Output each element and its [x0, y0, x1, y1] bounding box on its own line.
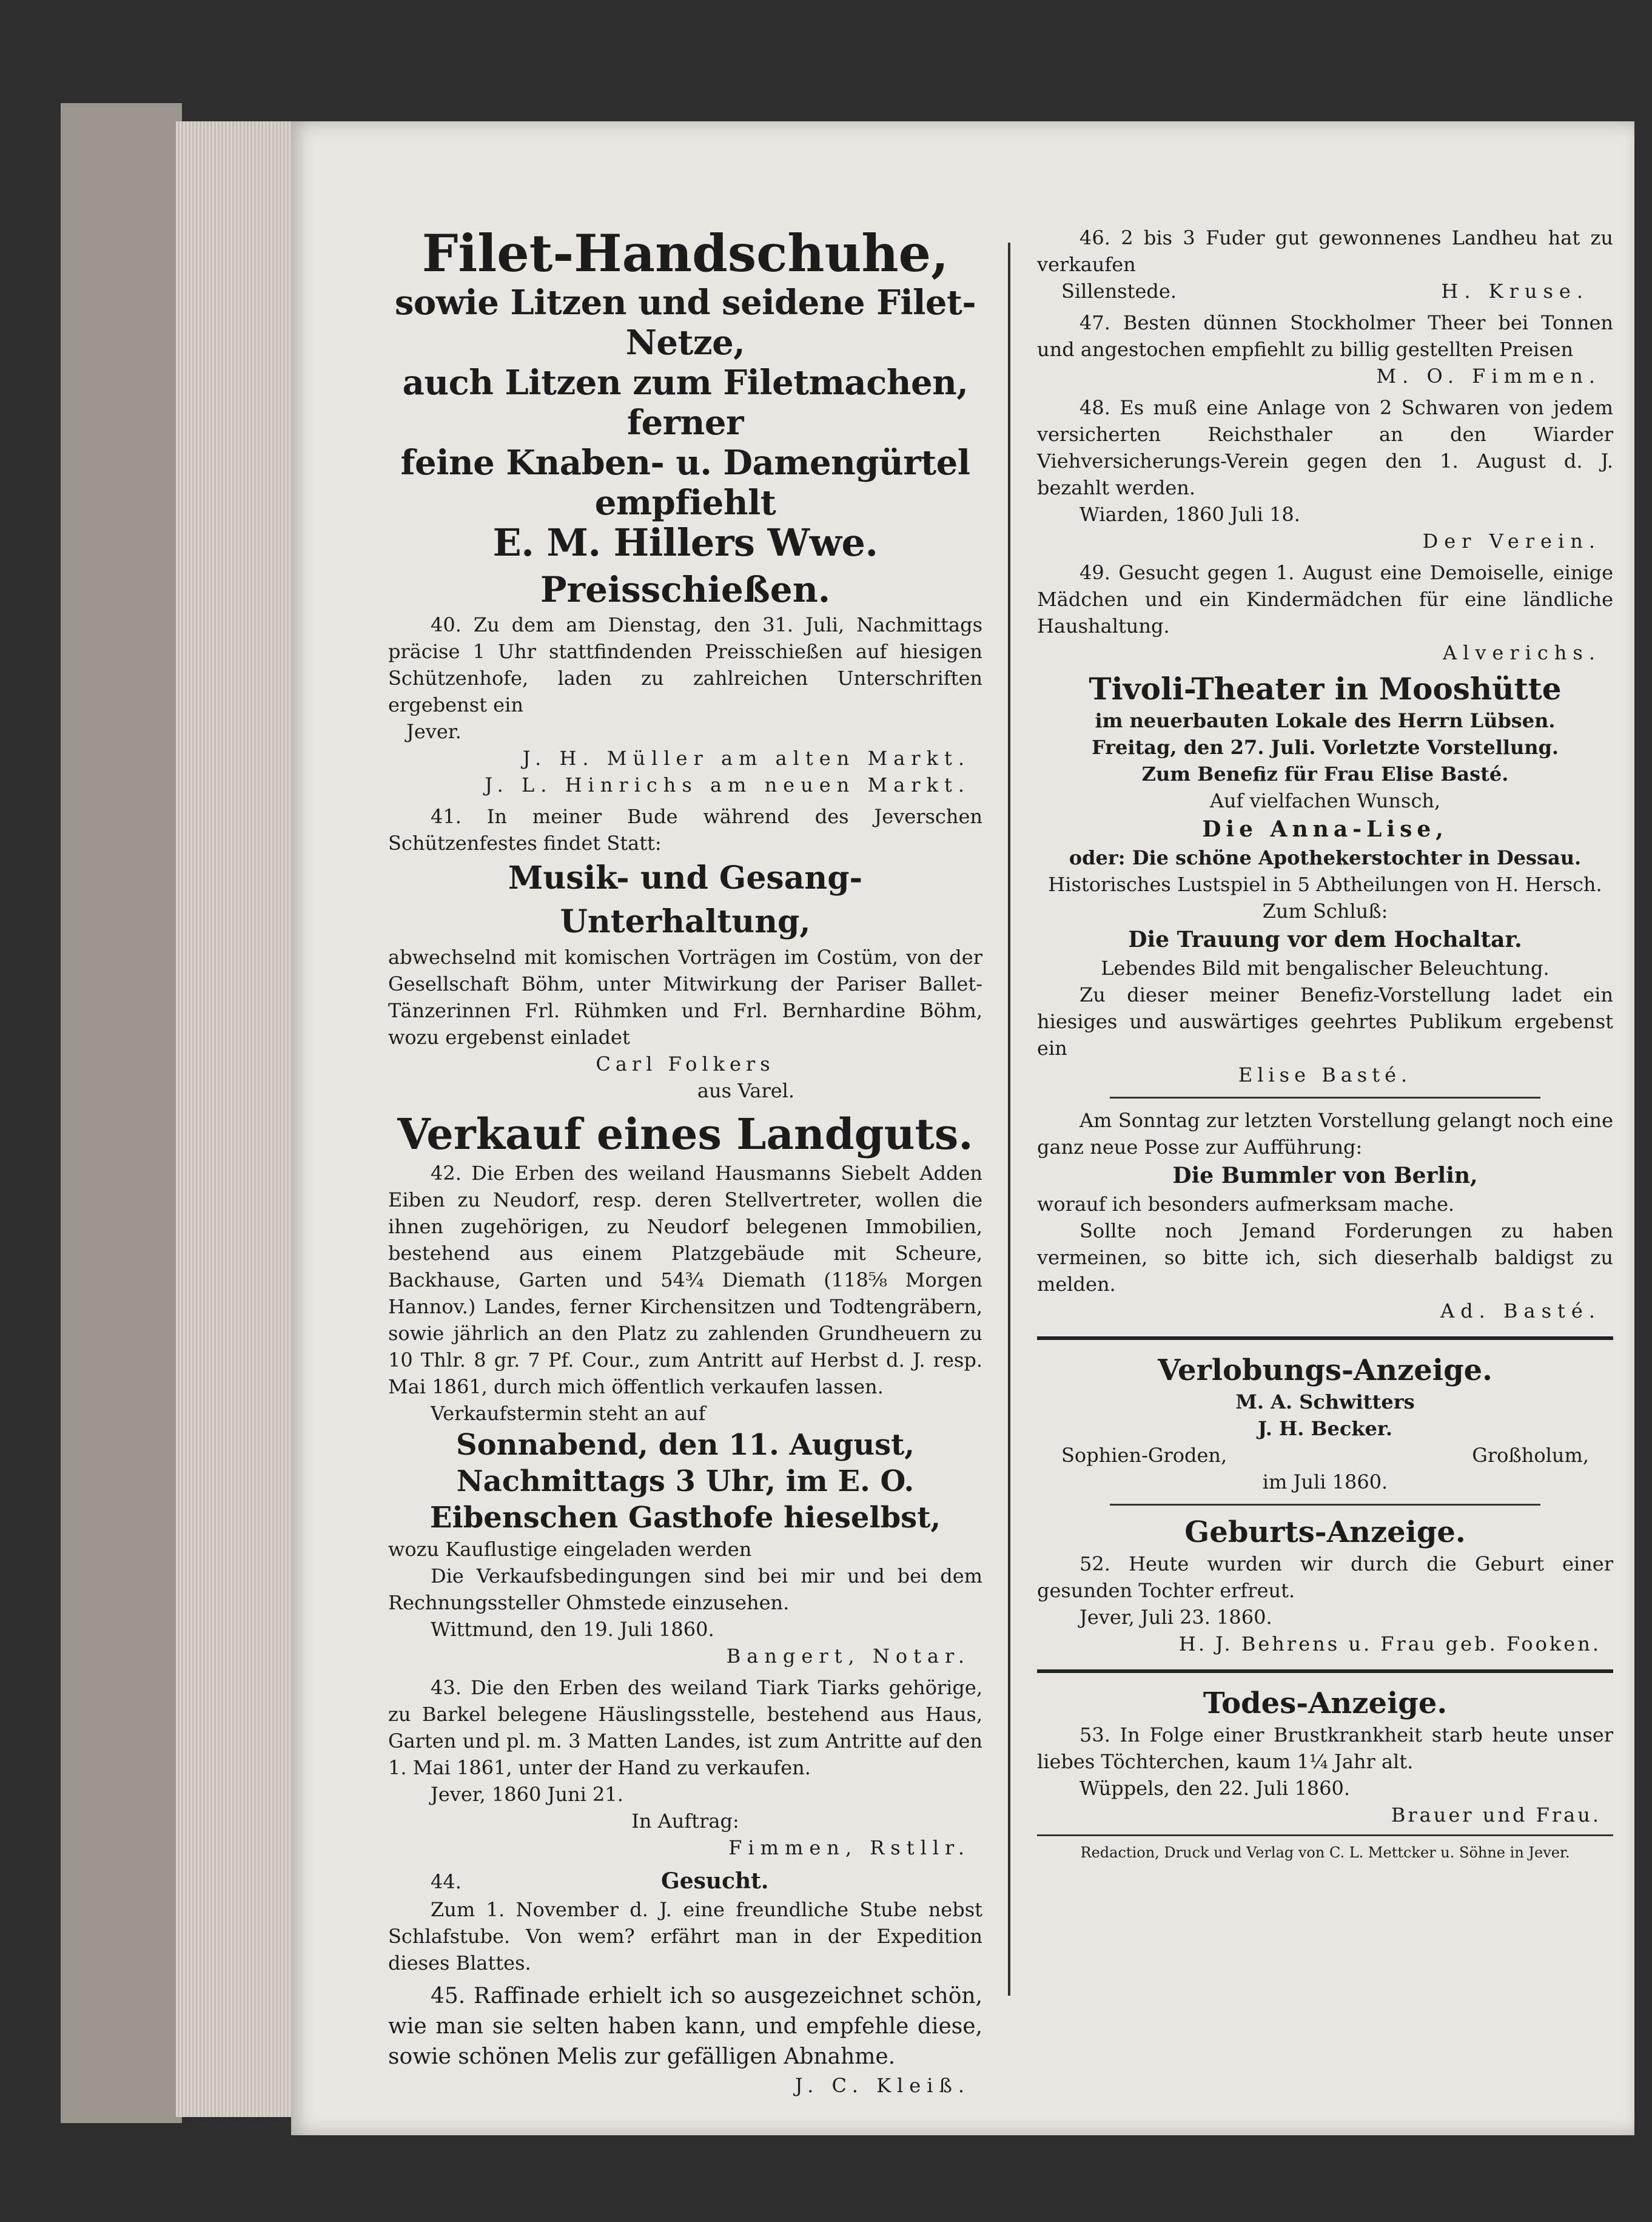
big-line: Sonnabend, den 11. August, [456, 1428, 915, 1462]
body-text: 52. Heute wurden wir durch die Geburt einer gesunden Tochter erfreut. [1037, 1552, 1613, 1602]
signature: Carl Folkers [596, 1052, 775, 1076]
ad-theer [1037, 309, 1613, 389]
ad-demoiselle [1037, 559, 1613, 666]
body-text: 41. In meiner Bude während des Jeverschen Schützenfestes findet Statt: [388, 805, 982, 855]
body-text: 45. Raffinade erhielt ich so ausgezeichnet schön, wie man sie selten haben kann, und empfehle diese, sowie schönen Melis zur gefälligen Abnahme. [388, 1984, 982, 2069]
divider [1037, 1669, 1613, 1673]
signature-place: aus Varel. [697, 1079, 795, 1102]
heading: Gesucht. [661, 1868, 769, 1894]
play-title: Die Trauung vor dem Hochaltar. [1128, 927, 1522, 952]
ad-landheu [1037, 224, 1613, 305]
signature: J. H. Müller am alten Markt. [522, 747, 970, 770]
ad-tivoli [1037, 671, 1613, 1324]
date: Wittmund, den 19. Juli 1860. [431, 1618, 714, 1641]
signature: J. C. Kleiß. [794, 2074, 970, 2097]
line: Freitag, den 27. Juli. Vorletzte Vorstellung. [1091, 736, 1559, 759]
body-text: 43. Die den Erben des weiland Tiark Tiarks gehörige, zu Barkel belegene Häuslingsstelle, bestehend aus Haus, Garten und pl. m. 3 Matten Landes, ist zum Antritte auf den 1. Mai 1861, unter der Hand zu verkaufen. [388, 1676, 982, 1779]
auftrag: In Auftrag: [631, 1810, 739, 1833]
line: Zum Schluß: [1262, 900, 1388, 923]
signature: Brauer und Frau. [1391, 1803, 1601, 1826]
play-subtitle: oder: Die schöne Apothekerstochter in Dessau. [1069, 846, 1582, 869]
ad-firm: E. M. Hillers Wwe. [492, 520, 878, 565]
signature: Der Verein. [1422, 530, 1601, 553]
ad-number: 44. [431, 1870, 462, 1893]
ad-musik [388, 803, 982, 1104]
ad-title: Filet-Handschuhe, [421, 223, 949, 283]
line: Auf vielfachen Wunsch, [1209, 789, 1441, 812]
body-text: Am Sonntag zur letzten Vorstellung gelangt noch eine ganz neue Posse zur Aufführung: [1037, 1109, 1613, 1159]
date: Wüppels, den 22. Juli 1860. [1080, 1777, 1351, 1800]
ad-geburt [1037, 1514, 1613, 1657]
signature: Ad. Basté. [1440, 1299, 1601, 1322]
left-column [388, 224, 982, 2104]
body-text: Sollte noch Jemand Forderungen zu haben vermeinen, so bitte ich, sich dieserhalb baldigst zu melden. [1037, 1219, 1613, 1296]
body-text: 40. Zu dem am Dienstag, den 31. Juli, Nachmittags präcise 1 Uhr stattfindenden Preisschießen auf hiesigen Schützenhofe, laden zu zahlreichen Unterschriften ergebenst ein [388, 613, 982, 716]
divider [1037, 1834, 1613, 1836]
ad-line: feine Knaben- u. Damengürtel empfiehlt [400, 443, 970, 523]
heading: Verkauf eines Landguts. [397, 1109, 973, 1159]
date: Jever, Juli 23. 1860. [1080, 1606, 1272, 1629]
date: Jever, 1860 Juni 21. [431, 1783, 623, 1806]
signature: M. O. Fimmen. [1376, 365, 1601, 388]
place: Jever. [406, 720, 462, 743]
divider [1037, 1336, 1613, 1340]
ad-verlobung [1037, 1352, 1613, 1495]
places-row [1037, 1442, 1613, 1469]
book-cover-edge [61, 103, 182, 2123]
right-column [1037, 224, 1613, 1863]
play-description: Historisches Lustspiel in 5 Abtheilungen von H. Hersch. [1048, 873, 1602, 896]
signature: Bangert, Notar. [726, 1645, 970, 1668]
ad-verkauf [388, 1109, 982, 1669]
heading: Musik- und Gesang-Unterhaltung, [508, 860, 863, 940]
body-text: 49. Gesucht gegen 1. August eine Demoiselle, einige Mädchen und ein Kindermädchen für eine ländliche Haushaltung. [1037, 561, 1613, 638]
line: Lebendes Bild mit bengalischer Beleuchtung. [1101, 957, 1550, 980]
body-text: 48. Es muß eine Anlage von 2 Schwaren von jedem versicherten Reichsthaler an den Wiarder Viehversicherungs-Verein gegen den 1. August d. J. bezahlt werden. [1037, 396, 1613, 499]
ad-anlage [1037, 394, 1613, 554]
date: Wiarden, 1860 Juli 18. [1080, 503, 1300, 526]
ad-tod [1037, 1685, 1613, 1828]
body-text: 53. In Folge einer Brustkrankheit starb heute unser liebes Töchterchen, kaum 1¼ Jahr alt. [1037, 1723, 1613, 1773]
ad-raffinade [388, 1981, 982, 2099]
signature: J. L. Hinrichs am neuen Markt. [485, 773, 970, 796]
name: M. A. Schwitters [1235, 1390, 1415, 1413]
subheading: im neuerbauten Lokale des Herrn Lübsen. [1095, 709, 1556, 732]
signature: H. J. Behrens u. Frau geb. Fooken. [1178, 1632, 1601, 1655]
place: Sophien-Groden, [1061, 1444, 1227, 1467]
body-text: Zum 1. November d. J. eine freundliche Stube nebst Schlafstube. Von wem? erfährt man in der Expedition dieses Blattes. [388, 1898, 982, 1975]
name: J. H. Becker. [1258, 1417, 1392, 1440]
place-signature-row [1037, 278, 1613, 305]
body-text: 46. 2 bis 3 Fuder gut gewonnenes Landheu hat zu verkaufen [1037, 226, 1613, 276]
big-line: Nachmittags 3 Uhr, im E. O. [456, 1464, 915, 1498]
body-text: wozu Kauflustige eingeladen werden [388, 1538, 752, 1561]
heading: Geburts-Anzeige. [1184, 1515, 1466, 1549]
heading: Verlobungs-Anzeige. [1158, 1353, 1493, 1387]
play-title: Die Bummler von Berlin, [1172, 1163, 1478, 1188]
ad-tiarks [388, 1674, 982, 1861]
date: im Juli 1860. [1262, 1470, 1388, 1493]
ad-filet-handschuhe [388, 224, 982, 563]
ad-preisschiessen [388, 568, 982, 798]
column-divider [1008, 243, 1010, 1996]
heading: Preisschießen. [540, 569, 831, 610]
ad-line: sowie Litzen und seidene Filet-Netze, [394, 283, 976, 363]
book-page-edges [176, 121, 297, 2117]
body-text: 42. Die Erben des weiland Hausmanns Siebelt Adden Eiben zu Neudorf, resp. deren Stellvertreter, wollen die ihnen zugehörigen, zu Neudorf belegenen Immobilien, bestehend aus einem Platzgebäude mit Scheure, Backhause, Garten und 54¾ Diemath (118⅝ Morgen Hannov.) Landes, ferner Kirchensitzen und Todtengräbern, sowie jährlich an den Platz zu zahlenden Grundheuern zu 10 Thlr. 8 gr. 7 Pf. Cour., zum Antritt auf Herbst d. J. resp. Mai 1861, durch mich öffentlich verkaufen lassen. [388, 1162, 982, 1398]
body-text: abwechselnd mit komischen Vorträgen im Costüm, von der Gesellschaft Böhm, unter Mitwirkung der Pariser Ballet-Tänzerinnen Frl. Rühmken und Frl. Bernhardine Böhm, wozu ergebenst einladet [388, 946, 982, 1049]
signature: Elise Basté. [1238, 1063, 1412, 1086]
body-text: Die Verkaufsbedingungen sind bei mir und bei dem Rechnungssteller Ohmstede einzusehen. [388, 1564, 982, 1614]
heading: Todes-Anzeige. [1203, 1686, 1448, 1720]
body-text: worauf ich besonders aufmerksam mache. [1037, 1193, 1455, 1216]
body-text: Zu dieser meiner Benefiz-Vorstellung ladet ein hiesiges und auswärtiges geehrtes Publikum ergebenst ein [1037, 983, 1613, 1060]
divider [1110, 1504, 1540, 1506]
big-line: Eibenschen Gasthofe hieselbst, [429, 1501, 941, 1535]
ad-gesucht [388, 1866, 982, 1976]
imprint-footer: Redaction, Druck und Verlag von C. L. Mettcker u. Söhne in Jever. [1080, 1844, 1570, 1861]
body-text: Verkaufstermin steht an auf [431, 1402, 706, 1425]
place: Sillenstede. [1061, 280, 1177, 303]
signature: H. Kruse. [1441, 280, 1589, 303]
signature: Fimmen, Rstllr. [728, 1836, 970, 1859]
divider [1110, 1097, 1540, 1099]
signature: Alverichs. [1442, 641, 1601, 664]
line: Zum Benefiz für Frau Elise Basté. [1141, 763, 1509, 786]
body-text: 47. Besten dünnen Stockholmer Theer bei Tonnen und angestochen empfiehlt zu billig gestellten Preisen [1037, 311, 1613, 361]
place: Großholum, [1472, 1444, 1589, 1467]
play-title: Die Anna-Lise, [1202, 816, 1448, 842]
ad-line: auch Litzen zum Filetmachen, ferner [402, 363, 969, 443]
heading: Tivoli-Theater in Mooshütte [1089, 671, 1562, 707]
